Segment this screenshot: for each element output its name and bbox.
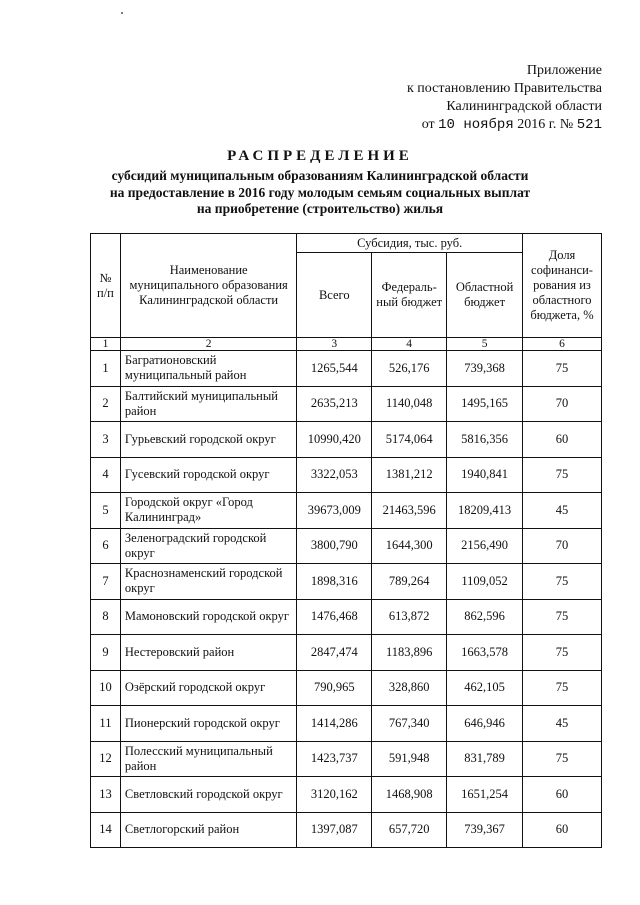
date-value: 10 ноября (438, 117, 514, 133)
date-year: 2016 г. (517, 117, 557, 132)
regional-value: 462,105 (447, 670, 523, 706)
total-value: 2635,213 (297, 386, 372, 422)
share-value: 75 (523, 599, 602, 635)
regional-value: 5816,356 (447, 422, 523, 458)
table-row (91, 528, 602, 564)
col-index: 6 (523, 338, 602, 351)
row-number: 14 (91, 812, 121, 848)
table-row (91, 741, 602, 777)
share-value: 70 (523, 386, 602, 422)
municipality-name: Балтийский муниципальный район (120, 386, 296, 422)
municipality-name: Гурьевский городской округ (120, 422, 296, 458)
regional-value: 1495,165 (447, 386, 523, 422)
row-number: 2 (91, 386, 121, 422)
col-index: 4 (372, 338, 447, 351)
municipality-name: Озёрский городской округ (120, 670, 296, 706)
header-subsidy: Субсидия, тыс. руб. (297, 234, 523, 253)
subtitle-line1: субсидий муниципальным образованиям Калининградской области (111, 168, 529, 183)
share-value: 60 (523, 812, 602, 848)
municipality-name: Багратионовский муниципальный район (120, 351, 296, 387)
table-row (91, 777, 602, 813)
regional-value: 1651,254 (447, 777, 523, 813)
total-value: 1414,286 (297, 706, 372, 742)
number-label: № (559, 117, 574, 132)
municipality-name: Светлогорский район (120, 812, 296, 848)
annex-line3: Калининградской области (446, 99, 602, 114)
subtitle-line3: на приобретение (строительство) жилья (196, 201, 444, 216)
municipality-name: Мамоновский городской округ (120, 599, 296, 635)
share-value: 75 (523, 670, 602, 706)
share-value: 60 (523, 422, 602, 458)
subsidy-table (90, 233, 602, 848)
municipality-name: Городской округ «Город Калининград» (120, 493, 296, 529)
federal-value: 1381,212 (372, 457, 447, 493)
total-value: 3322,053 (297, 457, 372, 493)
row-number: 12 (91, 741, 121, 777)
federal-value: 21463,596 (372, 493, 447, 529)
subtitle-line2: на предоставление в 2016 году молодым семьям социальных выплат (109, 184, 531, 200)
share-value: 75 (523, 564, 602, 600)
total-value: 1476,468 (297, 599, 372, 635)
table-row (91, 386, 602, 422)
regional-value: 862,596 (447, 599, 523, 635)
municipality-name: Нестеровский район (120, 635, 296, 671)
document-subtitle (0, 168, 640, 218)
total-value: 2847,474 (297, 635, 372, 671)
scan-speck (121, 12, 123, 14)
regional-value: 831,789 (447, 741, 523, 777)
regional-value: 1663,578 (447, 635, 523, 671)
total-value: 3800,790 (297, 528, 372, 564)
federal-value: 1140,048 (372, 386, 447, 422)
share-value: 70 (523, 528, 602, 564)
row-number: 4 (91, 457, 121, 493)
regional-value: 1109,052 (447, 564, 523, 600)
federal-value: 1183,896 (372, 635, 447, 671)
row-number: 10 (91, 670, 121, 706)
document-title: РАСПРЕДЕЛЕНИЕ (227, 148, 413, 164)
regional-value: 646,946 (447, 706, 523, 742)
col-index: 3 (297, 338, 372, 351)
total-value: 1898,316 (297, 564, 372, 600)
header-num: № п/п (91, 234, 121, 338)
total-value: 1423,737 (297, 741, 372, 777)
regional-value: 739,367 (447, 812, 523, 848)
share-value: 75 (523, 741, 602, 777)
total-value: 790,965 (297, 670, 372, 706)
row-number: 9 (91, 635, 121, 671)
municipality-name: Зеленоградский городской округ (120, 528, 296, 564)
regional-value: 2156,490 (447, 528, 523, 564)
header-federal: Федераль-ный бюджет (372, 253, 447, 338)
total-value: 39673,009 (297, 493, 372, 529)
annex-date-line (342, 116, 602, 134)
document-number: 521 (576, 117, 602, 133)
col-index: 2 (120, 338, 296, 351)
municipality-name: Гусевский городской округ (120, 457, 296, 493)
share-value: 75 (523, 457, 602, 493)
federal-value: 613,872 (372, 599, 447, 635)
total-value: 1265,544 (297, 351, 372, 387)
share-value: 75 (523, 351, 602, 387)
row-number: 5 (91, 493, 121, 529)
regional-value: 18209,413 (447, 493, 523, 529)
federal-value: 767,340 (372, 706, 447, 742)
row-number: 11 (91, 706, 121, 742)
total-value: 1397,087 (297, 812, 372, 848)
municipality-name: Светловский городской округ (120, 777, 296, 813)
federal-value: 789,264 (372, 564, 447, 600)
row-number: 1 (91, 351, 121, 387)
col-index: 1 (91, 338, 121, 351)
header-name: Наименование муниципального образования Калининградской области (120, 234, 296, 338)
row-number: 6 (91, 528, 121, 564)
col-index: 5 (447, 338, 523, 351)
table-row (91, 812, 602, 848)
date-prefix: от (421, 117, 435, 132)
federal-value: 1644,300 (372, 528, 447, 564)
row-number: 8 (91, 599, 121, 635)
table-row (91, 635, 602, 671)
federal-value: 328,860 (372, 670, 447, 706)
table-row (91, 457, 602, 493)
header-share: Доля софинанси-рования из областного бюджета, % (523, 234, 602, 338)
federal-value: 591,948 (372, 741, 447, 777)
annex-line2: к постановлению Правительства (406, 81, 602, 96)
regional-value: 1940,841 (447, 457, 523, 493)
table-row (91, 351, 602, 387)
table-row (91, 493, 602, 529)
municipality-name: Краснознаменский городской округ (120, 564, 296, 600)
municipality-name: Пионерский городской округ (120, 706, 296, 742)
table-row (91, 599, 602, 635)
share-value: 45 (523, 706, 602, 742)
share-value: 45 (523, 493, 602, 529)
table-row (91, 564, 602, 600)
header-total: Всего (297, 253, 372, 338)
share-value: 75 (523, 635, 602, 671)
row-number: 13 (91, 777, 121, 813)
federal-value: 657,720 (372, 812, 447, 848)
table-row (91, 670, 602, 706)
annex-header (342, 62, 602, 134)
federal-value: 1468,908 (372, 777, 447, 813)
total-value: 10990,420 (297, 422, 372, 458)
column-index-row (91, 338, 602, 351)
header-regional: Областной бюджет (447, 253, 523, 338)
share-value: 60 (523, 777, 602, 813)
regional-value: 739,368 (447, 351, 523, 387)
table-row (91, 706, 602, 742)
total-value: 3120,162 (297, 777, 372, 813)
municipality-name: Полесский муниципальный район (120, 741, 296, 777)
federal-value: 526,176 (372, 351, 447, 387)
table-row (91, 422, 602, 458)
row-number: 7 (91, 564, 121, 600)
federal-value: 5174,064 (372, 422, 447, 458)
annex-line1: Приложение (526, 63, 602, 78)
row-number: 3 (91, 422, 121, 458)
